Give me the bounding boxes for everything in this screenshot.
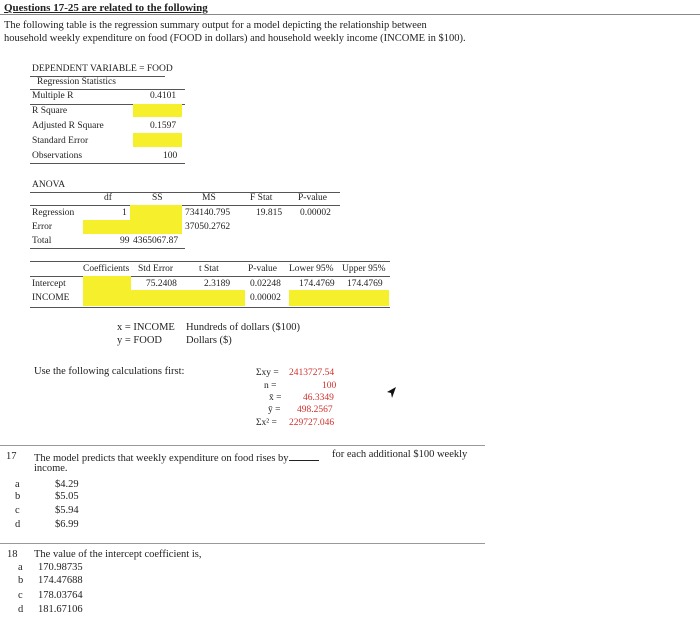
coef-header-upper-95: Upper 95% [342,264,386,274]
page-title: Questions 17-25 are related to the following [4,2,208,14]
calc-value-n: 100 [322,381,337,391]
anova-title: ANOVA [32,180,66,190]
anova-df-regression: 1 [122,208,127,218]
coef-header-lower-95: Lower 95% [289,264,334,274]
stat-value-observations: 100 [163,151,178,161]
coef-lower-intercept: 174.4769 [299,279,335,289]
q18-option-d-letter: d [18,604,24,615]
q17-option-d-letter: d [15,519,21,530]
q18-option-c-letter: c [18,590,23,601]
coef-se-intercept: 75.2408 [146,279,177,289]
anova-p-regression: 0.00002 [300,208,331,218]
q17-option-a-letter: a [15,479,20,490]
coef-t-intercept: 2.3189 [204,279,231,289]
stat-label-r-square: R Square [32,106,68,116]
q18-number: 18 [7,549,18,560]
q18-option-b-letter: b [18,575,24,586]
stat-label-observations: Observations [32,151,83,161]
calc-value-sum-xy: 2413727.54 [289,368,335,378]
coef-header-std-error: Std Error [138,264,174,274]
calc-label-sum-x2: Σx² = [256,418,277,428]
income-ci-highlight [289,290,389,306]
q18-text: The value of the intercept coefficient is, [34,549,202,560]
title-divider [0,14,700,15]
q17-text-part-c: income. [34,463,68,474]
anova-header-ms: MS [202,193,216,203]
stat-label-multiple-r: Multiple R [32,91,74,101]
anova-header-df: df [104,193,112,203]
q17-text-part-a: The model predicts that weekly expenditure on food rises by [34,453,289,464]
anova-df-total: 99 [120,236,130,246]
anova-header-p: P-value [298,193,328,203]
coef-label-income: INCOME [32,293,70,303]
q17-text [34,451,319,464]
anova-ss-total: 4365067.87 [133,236,179,246]
mouse-cursor-icon [386,386,398,400]
calc-label-x-bar: x̄ = [269,393,282,403]
anova-f-regression: 19.815 [256,208,283,218]
x-unit: Hundreds of dollars ($100) [186,322,301,333]
q17-option-b-text[interactable]: $5.05 [55,491,79,502]
coef-p-income: 0.00002 [250,293,281,303]
intercept-coef-highlight [83,276,131,291]
q17-option-a-text[interactable]: $4.29 [55,479,79,490]
q17-option-d-text[interactable]: $6.99 [55,519,79,530]
intro-line-2: household weekly expenditure on food (FOOD in dollars) and household weekly income (INCOME in $100). [4,33,466,44]
income-row-highlight [83,290,245,306]
coef-label-intercept: Intercept [32,279,66,289]
coef-header-coefficients: Coefficients [83,264,130,274]
ss-regression-highlight [130,205,182,220]
stat-value-adjusted-r-square: 0.1597 [150,121,177,131]
q18-option-a-letter: a [18,562,23,573]
q17-option-c-text[interactable]: $5.94 [55,505,79,516]
calc-label-sum-xy: Σxy = [256,368,279,378]
calculations-intro: Use the following calculations first: [34,366,185,377]
anova-label-error: Error [32,222,53,232]
dependent-variable-label: DEPENDENT VARIABLE = FOOD [32,64,173,74]
stat-value-multiple-r: 0.4101 [150,91,177,101]
x-definition: x = INCOME [117,322,175,333]
calc-value-sum-x2: 229727.046 [289,418,335,428]
standard-error-blank-highlight [133,133,182,147]
q17-option-b-letter: b [15,491,21,502]
q18-option-a-text[interactable]: 170.98735 [38,562,83,573]
q18-top-rule [0,543,485,544]
q18-option-d-text[interactable]: 181.67106 [38,604,83,615]
calc-value-x-bar: 46.3349 [303,393,334,403]
anova-ms-error: 37050.2762 [185,222,231,232]
r-square-blank-highlight [133,104,182,117]
y-unit: Dollars ($) [186,335,232,346]
calc-value-y-bar: 498.2567 [297,405,333,415]
y-definition: y = FOOD [117,335,163,346]
calc-label-n: n = [264,381,277,391]
stat-label-adjusted-r-square: Adjusted R Square [32,121,104,131]
q18-option-b-text[interactable]: 174.47688 [38,575,83,586]
anova-header-f: F Stat [250,193,273,203]
q17-text-part-b: for each additional $100 weekly [332,449,468,460]
coef-header-p-value: P-value [248,264,278,274]
anova-header-ss: SS [152,193,163,203]
q18-option-c-text[interactable]: 178.03764 [38,590,83,601]
coef-upper-intercept: 174.4769 [347,279,383,289]
intro-line-1: The following table is the regression summary output for a model depicting the relationship between [4,20,427,31]
anova-label-total: Total [32,236,52,246]
coef-p-intercept: 0.02248 [250,279,281,289]
q17-option-c-letter: c [15,505,20,516]
coef-header-t-stat: t Stat [199,264,219,274]
regression-statistics-title: Regression Statistics [37,77,116,87]
calc-label-y-bar: ȳ = [268,405,281,415]
error-df-ss-highlight [83,220,182,234]
q17-answer-blank [289,451,319,461]
q17-top-rule [0,445,485,446]
anova-label-regression: Regression [32,208,75,218]
stat-label-standard-error: Standard Error [32,136,89,146]
q17-number: 17 [6,451,17,462]
anova-ms-regression: 734140.795 [185,208,231,218]
